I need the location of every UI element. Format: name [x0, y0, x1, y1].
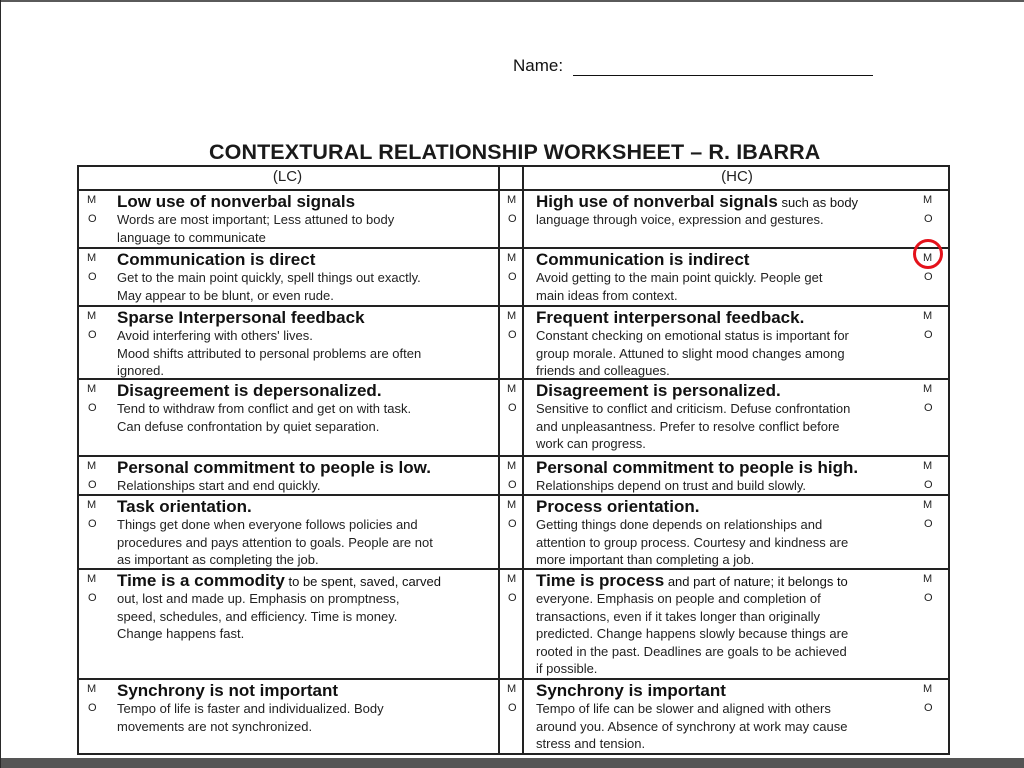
o-marker: O	[508, 271, 517, 283]
hc-cell	[524, 570, 948, 678]
description-line: Getting things done depends on relationships and	[536, 517, 823, 532]
description-line: Relationships start and end quickly.	[117, 478, 321, 493]
trait-heading-suffix: such as body	[781, 195, 859, 210]
lc-cell	[79, 191, 498, 247]
hc-cell	[524, 496, 948, 568]
description-line: predicted. Change happens slowly because things are	[536, 626, 849, 641]
trait-description	[117, 400, 494, 435]
trait-heading-text: Disagreement is depersonalized.	[117, 381, 382, 400]
m-marker: M	[923, 460, 933, 472]
m-marker: M	[923, 252, 933, 264]
trait-heading-text: Task orientation.	[117, 497, 252, 516]
description-line: Words are most important; Less attuned to body	[117, 212, 395, 227]
description-line: rooted in the past. Deadlines are goals to be achieved	[536, 643, 847, 659]
o-marker: O	[88, 479, 97, 491]
description-line: everyone. Emphasis on people and completion of	[536, 591, 821, 606]
description-line: Sensitive to conflict and criticism. Defuse confrontation	[536, 401, 851, 416]
trait-description	[117, 327, 494, 380]
mid-marker-cell	[500, 307, 522, 378]
mid-marker-cell	[500, 380, 522, 455]
description-line: Tempo of life is faster and individualized. Body	[117, 701, 384, 716]
trait-description	[117, 477, 494, 495]
m-marker: M	[87, 683, 97, 695]
description-line: Relationships depend on trust and build slowly.	[536, 478, 807, 493]
table-horizontal-rule	[77, 165, 950, 167]
m-marker: M	[507, 683, 517, 695]
trait-heading-text: Disagreement is personalized.	[536, 381, 781, 400]
o-marker: O	[924, 518, 933, 530]
o-marker: O	[924, 702, 933, 714]
lc-cell	[79, 496, 498, 568]
description-line: friends and colleagues.	[536, 363, 670, 378]
trait-description	[536, 516, 910, 569]
o-marker: O	[508, 329, 517, 341]
hc-cell	[524, 191, 948, 247]
m-marker: M	[507, 310, 517, 322]
o-marker: O	[924, 213, 933, 225]
trait-heading	[117, 571, 441, 591]
hc-cell	[524, 307, 948, 378]
description-line: procedures and pays attention to goals. People are not	[117, 534, 433, 550]
description-line: work can progress.	[536, 436, 646, 451]
trait-heading	[536, 571, 848, 591]
m-marker: M	[507, 499, 517, 511]
m-marker: M	[923, 499, 933, 511]
description-line: transactions, even if it takes longer than originally	[536, 608, 820, 624]
trait-heading-text: Communication is indirect	[536, 250, 750, 269]
description-line: Mood shifts attributed to personal problems are often	[117, 345, 422, 361]
trait-description	[117, 590, 494, 643]
o-marker: O	[924, 329, 933, 341]
trait-heading	[117, 192, 355, 212]
m-marker: M	[507, 460, 517, 472]
trait-heading-text: Time is process	[536, 571, 665, 590]
o-marker: O	[924, 592, 933, 604]
trait-heading-text: Frequent interpersonal feedback.	[536, 308, 805, 327]
name-blank-line	[573, 56, 873, 76]
description-line: as important as completing the job.	[117, 552, 319, 567]
trait-heading	[117, 308, 365, 328]
trait-description	[117, 700, 494, 735]
description-line: Constant checking on emotional status is important for	[536, 328, 849, 343]
hc-cell	[524, 380, 948, 455]
trait-description	[536, 211, 910, 229]
trait-heading-text: Personal commitment to people is high.	[536, 458, 859, 477]
m-marker: M	[923, 310, 933, 322]
m-marker: M	[507, 252, 517, 264]
m-marker: M	[87, 499, 97, 511]
m-marker: M	[87, 573, 97, 585]
lc-cell	[79, 307, 498, 378]
trait-heading	[117, 458, 431, 478]
trait-heading-suffix: to be spent, saved, carved	[288, 574, 441, 589]
trait-heading	[536, 497, 699, 517]
trait-heading-suffix: and part of nature; it belongs to	[667, 574, 848, 589]
o-marker: O	[508, 479, 517, 491]
description-line: May appear to be blunt, or even rude.	[117, 287, 334, 303]
o-marker: O	[924, 271, 933, 283]
trait-heading	[536, 308, 804, 328]
trait-heading	[536, 381, 781, 401]
m-marker: M	[923, 383, 933, 395]
lc-cell	[79, 380, 498, 455]
o-marker: O	[508, 592, 517, 604]
description-line: language to communicate	[117, 229, 266, 245]
trait-heading-text: Sparse Interpersonal feedback	[117, 308, 365, 327]
m-marker: M	[923, 683, 933, 695]
o-marker: O	[88, 329, 97, 341]
mid-marker-cell	[500, 496, 522, 568]
description-line: Things get done when everyone follows policies and	[117, 517, 418, 532]
viewer-bottom-edge	[1, 758, 1024, 768]
description-line: if possible.	[536, 661, 598, 676]
description-line: Tempo of life can be slower and aligned with others	[536, 701, 831, 716]
description-line: speed, schedules, and efficiency. Time is money.	[117, 608, 398, 624]
trait-heading-text: High use of nonverbal signals	[536, 192, 778, 211]
trait-description	[536, 269, 910, 304]
o-marker: O	[88, 271, 97, 283]
m-marker: M	[507, 573, 517, 585]
description-line: stress and tension.	[536, 736, 646, 751]
description-line: main ideas from context.	[536, 287, 678, 303]
description-line: Avoid interfering with others' lives.	[117, 328, 313, 343]
lc-column-header: (LC)	[272, 168, 303, 185]
mid-marker-cell	[500, 680, 522, 755]
worksheet-table	[77, 165, 950, 755]
name-label: Name:	[513, 56, 564, 75]
mid-marker-cell	[500, 457, 522, 494]
trait-description	[536, 400, 910, 453]
description-line: Get to the main point quickly, spell things out exactly.	[117, 270, 421, 285]
hc-cell	[524, 249, 948, 305]
o-marker: O	[88, 592, 97, 604]
description-line: ignored.	[117, 363, 164, 378]
trait-heading	[536, 192, 858, 212]
trait-heading-text: Synchrony is not important	[117, 681, 339, 700]
o-marker: O	[508, 402, 517, 414]
lc-cell	[79, 570, 498, 678]
o-marker: O	[88, 702, 97, 714]
mid-marker-cell	[500, 191, 522, 247]
trait-description	[536, 700, 910, 753]
description-line: language through voice, expression and gestures.	[536, 212, 824, 227]
trait-description	[536, 477, 910, 495]
trait-heading	[117, 250, 315, 270]
m-marker: M	[507, 194, 517, 206]
trait-heading-text: Low use of nonverbal signals	[117, 192, 356, 211]
hc-cell	[524, 680, 948, 755]
worksheet-title: CONTEXTURAL RELATIONSHIP WORKSHEET – R. IBARRA	[209, 140, 821, 164]
trait-heading-text: Process orientation.	[536, 497, 700, 516]
m-marker: M	[87, 460, 97, 472]
trait-description	[536, 590, 910, 678]
viewer-top-edge	[1, 0, 1024, 2]
m-marker: M	[87, 383, 97, 395]
description-line: movements are not synchronized.	[117, 718, 313, 734]
trait-heading-text: Synchrony is important	[536, 681, 726, 700]
trait-heading	[536, 250, 749, 270]
trait-heading	[536, 458, 858, 478]
m-marker: M	[87, 310, 97, 322]
red-circle-annotation	[913, 239, 943, 269]
description-line: more important than completing a job.	[536, 552, 755, 567]
trait-description	[536, 327, 910, 380]
trait-heading	[536, 681, 726, 701]
trait-heading-text: Communication is direct	[117, 250, 316, 269]
hc-cell	[524, 457, 948, 494]
m-marker: M	[507, 383, 517, 395]
description-line: out, lost and made up. Emphasis on promptness,	[117, 591, 400, 606]
trait-heading-text: Time is a commodity	[117, 571, 285, 590]
description-line: Change happens fast.	[117, 626, 245, 641]
trait-heading	[117, 497, 252, 517]
o-marker: O	[508, 213, 517, 225]
table-vertical-rule	[948, 165, 950, 755]
description-line: and unpleasantness. Prefer to resolve conflict before	[536, 418, 840, 434]
trait-description	[117, 516, 494, 569]
trait-heading	[117, 681, 338, 701]
lc-cell	[79, 457, 498, 494]
trait-description	[117, 211, 494, 246]
o-marker: O	[924, 479, 933, 491]
description-line: Tend to withdraw from conflict and get on with task.	[117, 401, 412, 416]
mid-marker-cell	[500, 249, 522, 305]
trait-description	[117, 269, 494, 304]
o-marker: O	[508, 518, 517, 530]
description-line: attention to group process. Courtesy and kindness are	[536, 534, 849, 550]
lc-cell	[79, 680, 498, 755]
o-marker: O	[88, 518, 97, 530]
description-line: Can defuse confrontation by quiet separation.	[117, 418, 380, 434]
mid-marker-cell	[500, 570, 522, 678]
o-marker: O	[508, 702, 517, 714]
m-marker: M	[87, 194, 97, 206]
o-marker: O	[88, 213, 97, 225]
lc-cell	[79, 249, 498, 305]
name-field	[513, 56, 873, 76]
o-marker: O	[88, 402, 97, 414]
hc-column-header: (HC)	[721, 168, 753, 185]
description-line: group morale. Attuned to slight mood changes among	[536, 345, 845, 361]
description-line: Avoid getting to the main point quickly. People get	[536, 270, 823, 285]
trait-heading-text: Personal commitment to people is low.	[117, 458, 431, 477]
m-marker: M	[923, 194, 933, 206]
m-marker: M	[87, 252, 97, 264]
o-marker: O	[924, 402, 933, 414]
trait-heading	[117, 381, 382, 401]
description-line: around you. Absence of synchrony at work may cause	[536, 718, 848, 734]
m-marker: M	[923, 573, 933, 585]
